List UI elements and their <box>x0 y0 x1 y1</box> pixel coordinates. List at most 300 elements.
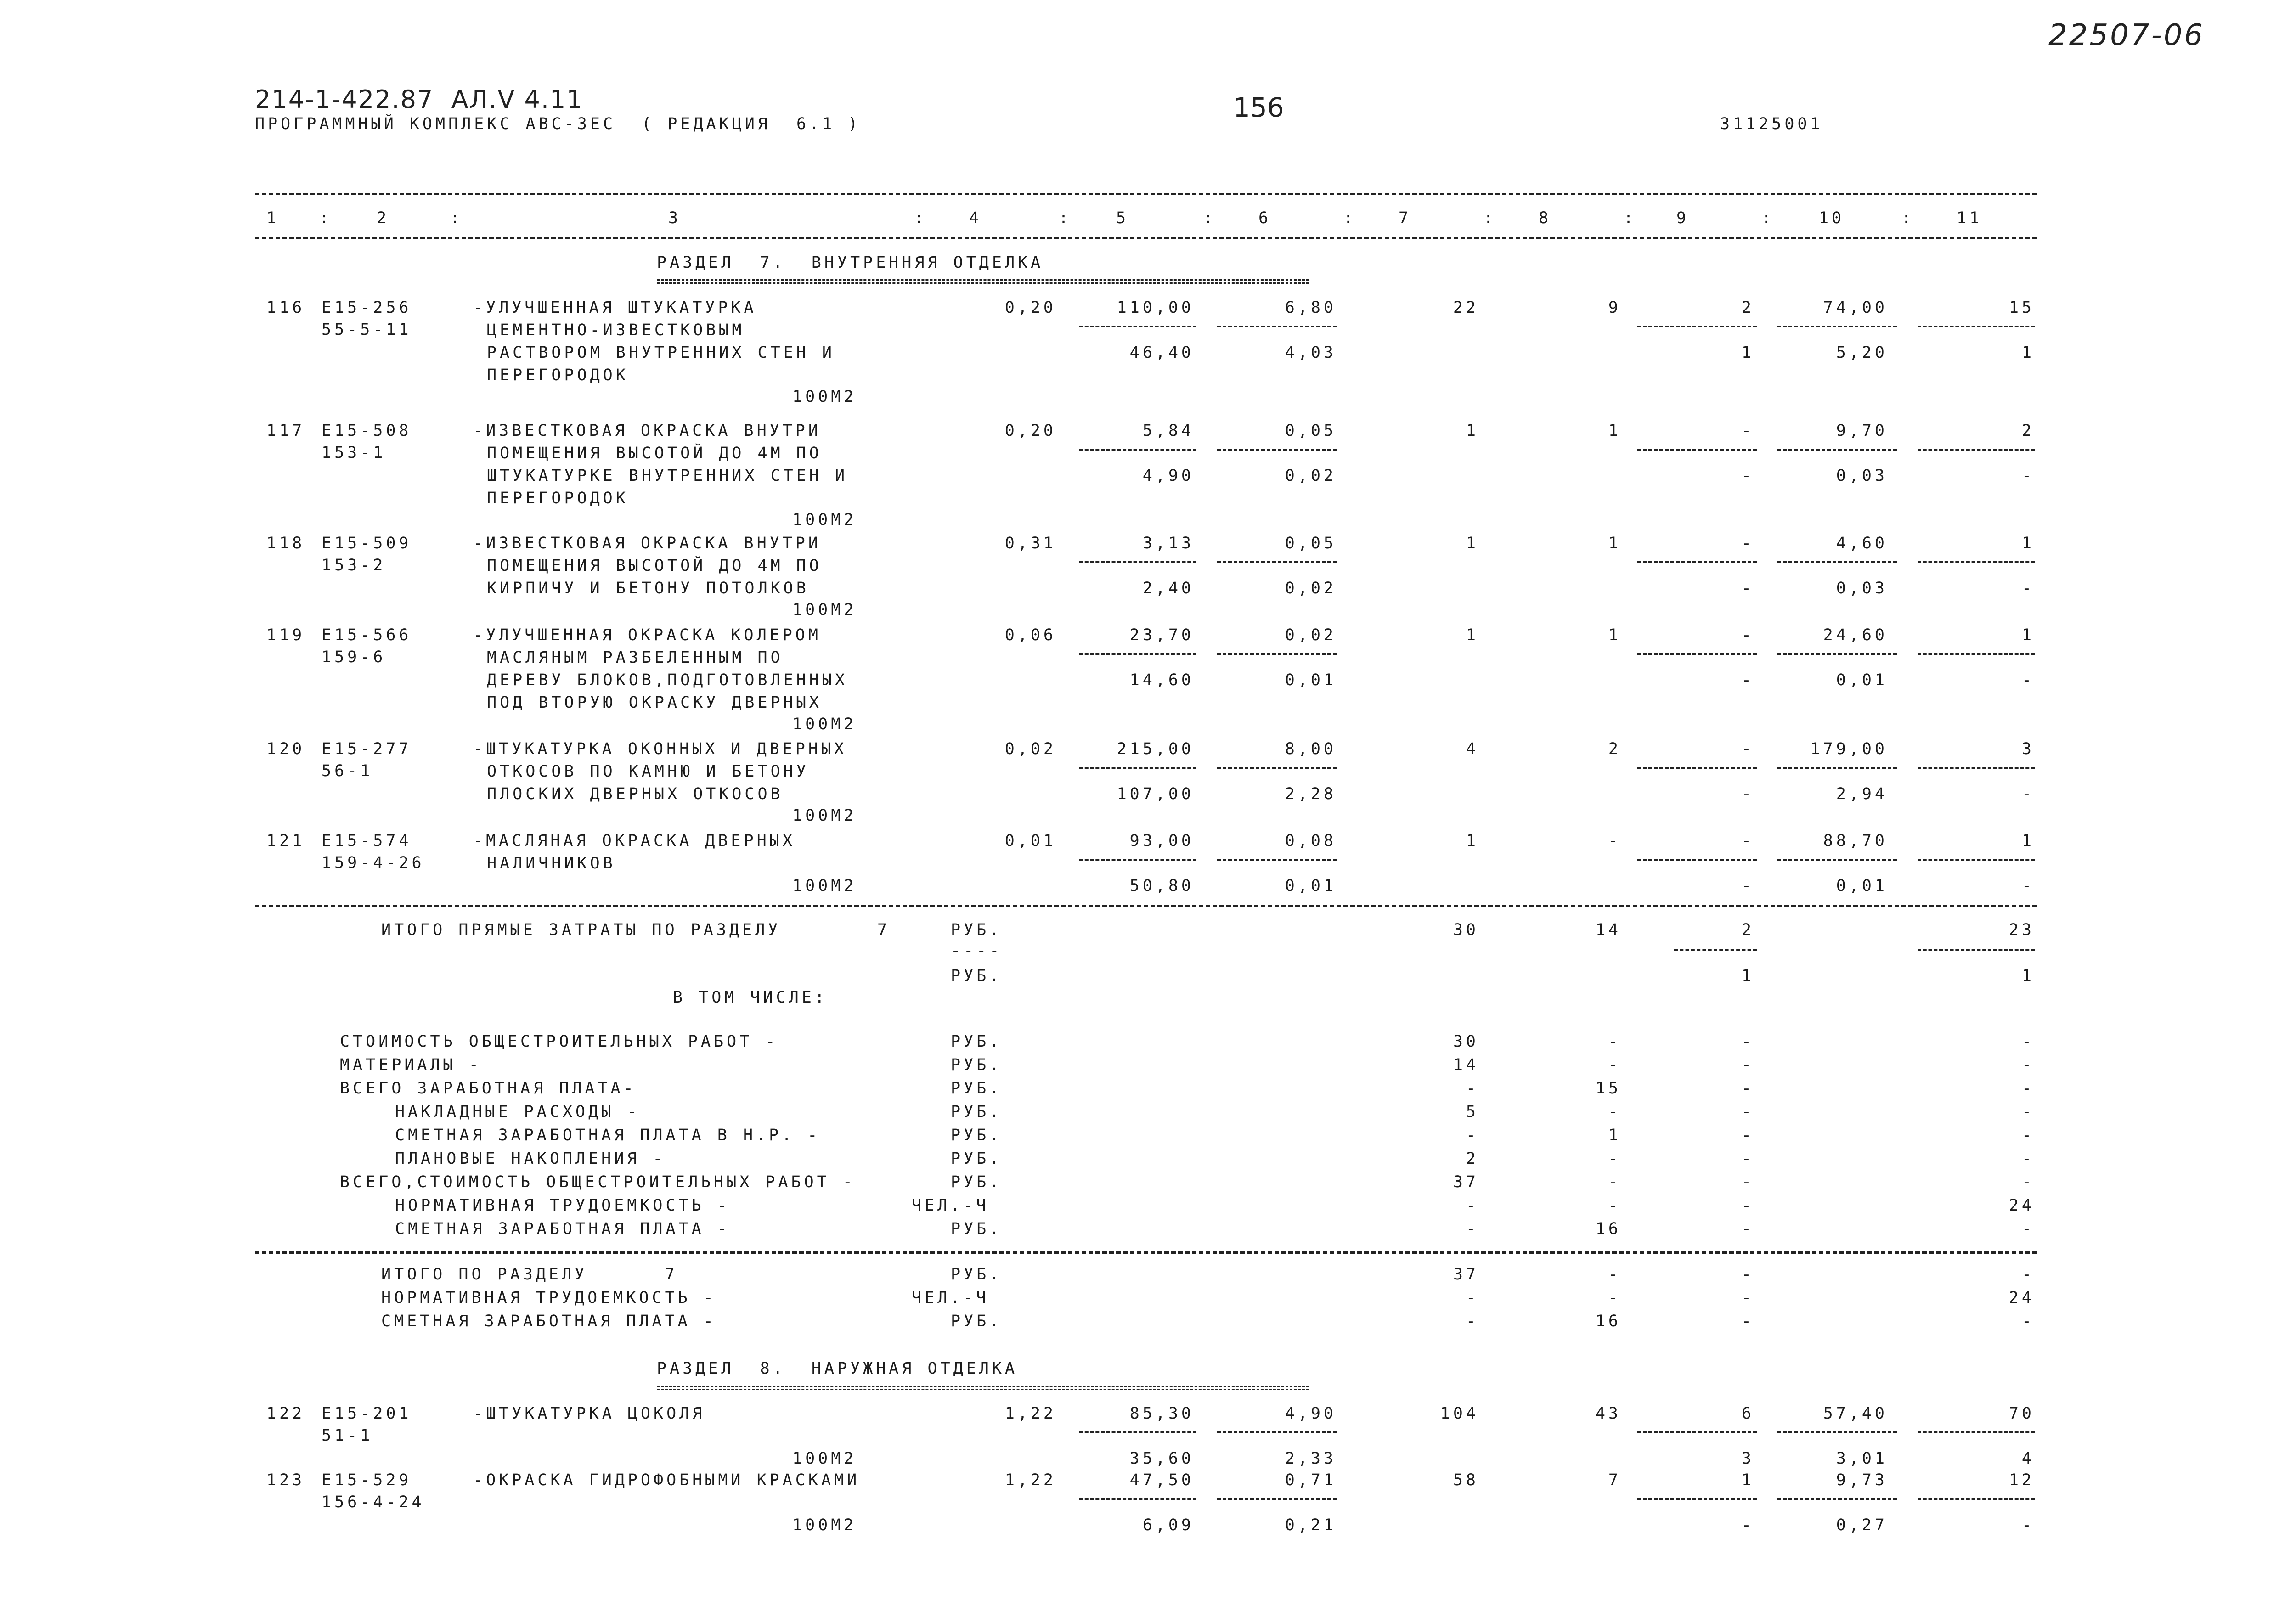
item-unit: 100М2 <box>792 601 857 619</box>
item-unit: 100М2 <box>792 1516 857 1534</box>
item-col5-wage: 46,40 <box>1129 344 1194 362</box>
column-header-8: 8 <box>1539 209 1552 227</box>
breakdown-label: СМЕТНАЯ ЗАРАБОТНАЯ ПЛАТА В Н.Р. - <box>395 1126 821 1144</box>
item-col6-wage: 0,01 <box>1285 671 1337 689</box>
item-code: Е15-277 <box>322 740 412 758</box>
item-col5-price: 3,13 <box>1142 534 1194 552</box>
item-col5-price: 110,00 <box>1117 299 1194 317</box>
item-col5-price: 85,30 <box>1129 1404 1194 1423</box>
col10-rule <box>1777 859 1897 861</box>
item-number: 116 <box>266 299 305 317</box>
breakdown-col11: - <box>2021 1150 2035 1168</box>
item-reference: 55-5-11 <box>322 321 412 339</box>
item-quantity: 1,22 <box>1004 1404 1056 1423</box>
section-total-col11: - <box>2021 1312 2035 1330</box>
item-description-line: РАСТВОРОМ ВНУТРЕННИХ СТЕН И <box>487 344 835 362</box>
item-description-line: -УЛУЧШЕННАЯ ОКРАСКА КОЛЕРОМ <box>473 626 821 644</box>
item-col10: 9,70 <box>1836 422 1888 440</box>
item-col10: 57,40 <box>1823 1404 1888 1423</box>
section-total-col9: - <box>1741 1312 1754 1330</box>
item-col5-wage: 14,60 <box>1129 671 1194 689</box>
section-total-col8: - <box>1608 1265 1621 1284</box>
item-description-line: ПОМЕЩЕНИЯ ВЫСОТОЙ ДО 4М ПО <box>487 557 822 575</box>
item-col11-second: 1 <box>2021 344 2035 362</box>
item-col8-total: 7 <box>1608 1471 1621 1489</box>
item-col8-total: 43 <box>1595 1404 1621 1423</box>
total-col11-rule <box>1918 949 2035 951</box>
section-total-col9: - <box>1741 1289 1754 1307</box>
item-col5-price: 93,00 <box>1129 832 1194 850</box>
breakdown-unit: РУБ. <box>951 1103 1003 1121</box>
breakdown-col11: - <box>2021 1103 2035 1121</box>
total-col9: 2 <box>1741 921 1754 939</box>
col6-rule <box>1217 653 1337 655</box>
breakdown-label: ВСЕГО,СТОИМОСТЬ ОБЩЕСТРОИТЕЛЬНЫХ РАБОТ - <box>340 1173 856 1191</box>
breakdown-unit: РУБ. <box>951 1150 1003 1168</box>
item-col8-total: 1 <box>1608 626 1621 644</box>
column-header-6: 6 <box>1258 209 1272 227</box>
total-col9-rule <box>1674 949 1757 951</box>
item-col7-total: 104 <box>1440 1404 1479 1423</box>
item-col11-second: 4 <box>2021 1449 2035 1468</box>
item-quantity: 1,22 <box>1004 1471 1056 1489</box>
column-header-4: 4 <box>969 209 982 227</box>
item-col10: 88,70 <box>1823 832 1888 850</box>
section-total-label: НОРМАТИВНАЯ ТРУДОЕМКОСТЬ - <box>381 1289 716 1307</box>
item-col11: 1 <box>2021 626 2035 644</box>
item-col10-second: 0,01 <box>1836 671 1888 689</box>
total-section-number: 7 <box>877 921 891 939</box>
breakdown-col8: 15 <box>1595 1079 1621 1098</box>
item-description-line: -УЛУЧШЕННАЯ ШТУКАТУРКА <box>473 299 757 317</box>
column-header-9: 9 <box>1676 209 1690 227</box>
col9-rule <box>1637 326 1757 327</box>
item-col11-second: - <box>2021 785 2035 803</box>
handwritten-stamp: 22507-06 <box>2048 18 2205 52</box>
item-col5-wage: 6,09 <box>1142 1516 1194 1534</box>
breakdown-col9: - <box>1741 1173 1754 1191</box>
breakdown-col7: - <box>1466 1126 1479 1144</box>
item-col10: 74,00 <box>1823 299 1888 317</box>
item-col11: 12 <box>2008 1471 2035 1489</box>
item-col6-price: 0,05 <box>1285 422 1337 440</box>
breakdown-label: ПЛАНОВЫЕ НАКОПЛЕНИЯ - <box>395 1150 666 1168</box>
col9-rule <box>1637 1498 1757 1500</box>
item-col11-second: - <box>2021 1516 2035 1534</box>
col5-rule <box>1079 1498 1196 1500</box>
item-description-line: ОТКОСОВ ПО КАМНЮ И БЕТОНУ <box>487 762 809 781</box>
item-description-line: НАЛИЧНИКОВ <box>487 854 616 873</box>
item-col7-total: 22 <box>1453 299 1479 317</box>
col10-rule <box>1777 653 1897 655</box>
item-number: 121 <box>266 832 305 850</box>
section-total-col8: - <box>1608 1289 1621 1307</box>
column-header-5: 5 <box>1116 209 1129 227</box>
item-quantity: 0,01 <box>1004 832 1056 850</box>
col9-rule <box>1637 653 1757 655</box>
total-col7: 30 <box>1453 921 1479 939</box>
col10-rule <box>1777 561 1897 563</box>
item-code: Е15-574 <box>322 832 412 850</box>
breakdown-col8: - <box>1608 1103 1621 1121</box>
column-separator: : <box>319 209 333 227</box>
item-col6-price: 6,80 <box>1285 299 1337 317</box>
item-col9: 2 <box>1741 299 1754 317</box>
col6-rule <box>1217 561 1337 563</box>
breakdown-col11: - <box>2021 1126 2035 1144</box>
col5-rule <box>1079 326 1196 327</box>
item-col10-second: 0,03 <box>1836 467 1888 485</box>
breakdown-col7: 30 <box>1453 1032 1479 1051</box>
item-code: Е15-509 <box>322 534 412 552</box>
item-unit: 100М2 <box>792 877 857 895</box>
item-col11: 2 <box>2021 422 2035 440</box>
column-header-11: 11 <box>1957 209 1983 227</box>
item-number: 119 <box>266 626 305 644</box>
breakdown-col9: - <box>1741 1220 1754 1238</box>
breakdown-col11: - <box>2021 1079 2035 1098</box>
col11-rule <box>1918 859 2035 861</box>
item-col11-second: - <box>2021 671 2035 689</box>
total-unit-dash: ---- <box>951 941 1003 960</box>
item-quantity: 0,06 <box>1004 626 1056 644</box>
item-description-line: ПОД ВТОРУЮ ОКРАСКУ ДВЕРНЫХ <box>487 693 822 712</box>
item-col9-second: - <box>1741 785 1754 803</box>
item-col9-second: - <box>1741 671 1754 689</box>
item-description-line: ПОМЕЩЕНИЯ ВЫСОТОЙ ДО 4М ПО <box>487 444 822 462</box>
item-col11-second: - <box>2021 579 2035 597</box>
item-description-line: ДЕРЕВУ БЛОКОВ,ПОДГОТОВЛЕННЫХ <box>487 671 848 689</box>
handwritten-page-number: 156 <box>1233 92 1284 123</box>
item-quantity: 0,02 <box>1004 740 1056 758</box>
column-header-1: 1 <box>266 209 280 227</box>
breakdown-col8: 1 <box>1608 1126 1621 1144</box>
col11-rule <box>1918 767 2035 769</box>
breakdown-col8: - <box>1608 1056 1621 1074</box>
item-col6-wage: 0,02 <box>1285 579 1337 597</box>
col9-rule <box>1637 449 1757 451</box>
item-col6-price: 4,90 <box>1285 1404 1337 1423</box>
item-col9-second: - <box>1741 1516 1754 1534</box>
col10-rule <box>1777 326 1897 327</box>
item-col8-total: 1 <box>1608 422 1621 440</box>
item-unit: 100М2 <box>792 806 857 825</box>
item-col9: - <box>1741 832 1754 850</box>
breakdown-label: МАТЕРИАЛЫ - <box>340 1056 482 1074</box>
total-col11: 23 <box>2008 921 2035 939</box>
col11-rule <box>1918 326 2035 327</box>
item-code: Е15-566 <box>322 626 412 644</box>
item-description-line: -ИЗВЕСТКОВАЯ ОКРАСКА ВНУТРИ <box>473 534 821 552</box>
breakdown-col8: - <box>1608 1173 1621 1191</box>
item-code: Е15-529 <box>322 1471 412 1489</box>
item-col10-second: 3,01 <box>1836 1449 1888 1468</box>
item-reference: 159-4-26 <box>322 854 425 872</box>
item-unit: 100М2 <box>792 715 857 733</box>
section-total-col7: 37 <box>1453 1265 1479 1284</box>
breakdown-unit: РУБ. <box>951 1126 1003 1144</box>
section-7-underline <box>657 279 1309 284</box>
item-col7-total: 1 <box>1466 534 1479 552</box>
item-col8-total: 1 <box>1608 534 1621 552</box>
breakdown-col7: - <box>1466 1196 1479 1215</box>
breakdown-col9: - <box>1741 1032 1754 1051</box>
item-col9: - <box>1741 422 1754 440</box>
item-reference: 159-6 <box>322 648 386 666</box>
section-total-label: СМЕТНАЯ ЗАРАБОТНАЯ ПЛАТА - <box>381 1312 716 1330</box>
total-col11-second: 1 <box>2021 967 2035 985</box>
column-separator: : <box>1484 209 1497 227</box>
breakdown-col7: 37 <box>1453 1173 1479 1191</box>
breakdown-label: ВСЕГО ЗАРАБОТНАЯ ПЛАТА- <box>340 1079 637 1098</box>
item-col9-second: - <box>1741 877 1754 895</box>
item-quantity: 0,20 <box>1004 422 1056 440</box>
breakdown-label: НОРМАТИВНАЯ ТРУДОЕМКОСТЬ - <box>395 1196 730 1215</box>
item-col6-price: 8,00 <box>1285 740 1337 758</box>
item-col6-price: 0,05 <box>1285 534 1337 552</box>
total-unit: РУБ. <box>951 921 1003 939</box>
breakdown-unit: ЧЕЛ.-Ч <box>912 1196 989 1215</box>
section-total-col9: - <box>1741 1265 1754 1284</box>
section-total-unit: РУБ. <box>951 1312 1003 1330</box>
breakdown-col9: - <box>1741 1103 1754 1121</box>
col11-rule <box>1918 561 2035 563</box>
item-reference: 56-1 <box>322 762 373 780</box>
col10-rule <box>1777 767 1897 769</box>
column-header-10: 10 <box>1819 209 1845 227</box>
breakdown-col11: 24 <box>2008 1196 2035 1215</box>
total-label: ИТОГО ПРЯМЫЕ ЗАТРАТЫ ПО РАЗДЕЛУ <box>381 921 781 939</box>
total-col8: 14 <box>1595 921 1621 939</box>
item-description-line: ПЕРЕГОРОДОК <box>487 366 629 384</box>
item-number: 117 <box>266 422 305 440</box>
item-col9: 1 <box>1741 1471 1754 1489</box>
col9-rule <box>1637 767 1757 769</box>
breakdown-col9: - <box>1741 1079 1754 1098</box>
item-number: 120 <box>266 740 305 758</box>
section-total-unit: РУБ. <box>951 1265 1003 1284</box>
item-code: Е15-256 <box>322 299 412 317</box>
breakdown-unit: РУБ. <box>951 1079 1003 1098</box>
col6-rule <box>1217 1498 1337 1500</box>
breakdown-col9: - <box>1741 1126 1754 1144</box>
col10-rule <box>1777 1431 1897 1433</box>
breakdown-col7: 14 <box>1453 1056 1479 1074</box>
item-col11: 70 <box>2008 1404 2035 1423</box>
section-total-col7: - <box>1466 1289 1479 1307</box>
breakdown-label: СТОИМОСТЬ ОБЩЕСТРОИТЕЛЬНЫХ РАБОТ - <box>340 1032 778 1051</box>
column-separator: : <box>1203 209 1217 227</box>
item-description-line: КИРПИЧУ И БЕТОНУ ПОТОЛКОВ <box>487 579 809 597</box>
item-col11-second: - <box>2021 877 2035 895</box>
col11-rule <box>1918 1431 2035 1433</box>
item-col5-wage: 107,00 <box>1117 785 1194 803</box>
including-label: В ТОМ ЧИСЛЕ: <box>673 988 828 1007</box>
item-col6-price: 0,02 <box>1285 626 1337 644</box>
item-col10: 24,60 <box>1823 626 1888 644</box>
item-col8-total: 2 <box>1608 740 1621 758</box>
breakdown-col8: - <box>1608 1150 1621 1168</box>
col6-rule <box>1217 326 1337 327</box>
column-separator: : <box>1761 209 1775 227</box>
header-bottom-rule <box>255 237 2037 239</box>
col5-rule <box>1079 561 1196 563</box>
item-col5-price: 47,50 <box>1129 1471 1194 1489</box>
item-col5-price: 215,00 <box>1117 740 1194 758</box>
item-col6-wage: 4,03 <box>1285 344 1337 362</box>
item-col9-second: - <box>1741 467 1754 485</box>
item-col9: - <box>1741 626 1754 644</box>
breakdown-label: НАКЛАДНЫЕ РАСХОДЫ - <box>395 1103 640 1121</box>
item-col7-total: 1 <box>1466 832 1479 850</box>
col6-rule <box>1217 859 1337 861</box>
column-separator: : <box>1624 209 1637 227</box>
item-col10: 179,00 <box>1810 740 1888 758</box>
breakdown-col11: - <box>2021 1032 2035 1051</box>
item-col6-price: 0,08 <box>1285 832 1337 850</box>
col10-rule <box>1777 1498 1897 1500</box>
item-description-line: -ШТУКАТУРКА ЦОКОЛЯ <box>473 1404 705 1423</box>
total-unit-2: РУБ. <box>951 967 1003 985</box>
section-8-title: РАЗДЕЛ 8. НАРУЖНАЯ ОТДЕЛКА <box>657 1359 1018 1378</box>
breakdown-col9: - <box>1741 1056 1754 1074</box>
column-header-3: 3 <box>668 209 682 227</box>
col11-rule <box>1918 449 2035 451</box>
total-rule <box>255 905 2037 907</box>
item-description-line: -ИЗВЕСТКОВАЯ ОКРАСКА ВНУТРИ <box>473 422 821 440</box>
item-description-line: -ШТУКАТУРКА ОКОННЫХ И ДВЕРНЫХ <box>473 740 847 758</box>
col9-rule <box>1637 859 1757 861</box>
item-col7-total: 58 <box>1453 1471 1479 1489</box>
item-unit: 100М2 <box>792 511 857 529</box>
item-col10-second: 0,27 <box>1836 1516 1888 1534</box>
item-col9-second: - <box>1741 579 1754 597</box>
program-header: ПРОГРАММНЫЙ КОМПЛЕКС АВС-3ЕС ( РЕДАКЦИЯ 6.1 ) <box>255 115 861 133</box>
item-reference: 153-2 <box>322 556 386 575</box>
breakdown-col11: - <box>2021 1220 2035 1238</box>
total-col9-second: 1 <box>1741 967 1754 985</box>
item-unit: 100М2 <box>792 388 857 406</box>
item-quantity: 0,20 <box>1004 299 1056 317</box>
breakdown-unit: РУБ. <box>951 1173 1003 1191</box>
item-number: 122 <box>266 1404 305 1423</box>
document-code: 31125001 <box>1720 115 1823 133</box>
breakdown-col8: - <box>1608 1032 1621 1051</box>
header-top-rule <box>255 193 2037 195</box>
column-separator: : <box>1901 209 1915 227</box>
item-code: Е15-508 <box>322 422 412 440</box>
item-description-line: -МАСЛЯНАЯ ОКРАСКА ДВЕРНЫХ <box>473 832 795 850</box>
item-number: 118 <box>266 534 305 552</box>
item-col9: - <box>1741 534 1754 552</box>
item-col9: - <box>1741 740 1754 758</box>
item-description-line: ЦЕМЕНТНО-ИЗВЕСТКОВЫМ <box>487 321 745 339</box>
col5-rule <box>1079 653 1196 655</box>
item-col11: 15 <box>2008 299 2035 317</box>
item-col5-wage: 4,90 <box>1142 467 1194 485</box>
column-separator: : <box>1059 209 1072 227</box>
item-col5-price: 23,70 <box>1129 626 1194 644</box>
col10-rule <box>1777 449 1897 451</box>
item-unit: 100М2 <box>792 1449 857 1468</box>
item-reference: 51-1 <box>322 1426 373 1445</box>
column-header-7: 7 <box>1399 209 1412 227</box>
breakdown-unit: РУБ. <box>951 1032 1003 1051</box>
breakdown-col9: - <box>1741 1196 1754 1215</box>
item-col11: 3 <box>2021 740 2035 758</box>
item-number: 123 <box>266 1471 305 1489</box>
col11-rule <box>1918 653 2035 655</box>
breakdown-col7: 5 <box>1466 1103 1479 1121</box>
section-total-col11: 24 <box>2008 1289 2035 1307</box>
col5-rule <box>1079 767 1196 769</box>
item-col8-total: 9 <box>1608 299 1621 317</box>
breakdown-col8: - <box>1608 1196 1621 1215</box>
breakdown-label: СМЕТНАЯ ЗАРАБОТНАЯ ПЛАТА - <box>395 1220 730 1238</box>
item-description-line: -ОКРАСКА ГИДРОФОБНЫМИ КРАСКАМИ <box>473 1471 860 1489</box>
item-col6-wage: 0,01 <box>1285 877 1337 895</box>
item-col6-price: 0,71 <box>1285 1471 1337 1489</box>
breakdown-col11: - <box>2021 1173 2035 1191</box>
item-code: Е15-201 <box>322 1404 412 1423</box>
col11-rule <box>1918 1498 2035 1500</box>
section-total-col7: - <box>1466 1312 1479 1330</box>
section-7-title: РАЗДЕЛ 7. ВНУТРЕННЯЯ ОТДЕЛКА <box>657 254 1044 272</box>
section-total-unit: ЧЕЛ.-Ч <box>912 1289 989 1307</box>
breakdown-col7: 2 <box>1466 1150 1479 1168</box>
item-reference: 156-4-24 <box>322 1493 425 1511</box>
breakdown-col7: - <box>1466 1079 1479 1098</box>
column-separator: : <box>914 209 927 227</box>
col9-rule <box>1637 1431 1757 1433</box>
handwritten-doc-code: 214-1-422.87 АЛ.V 4.11 <box>255 85 583 114</box>
col6-rule <box>1217 449 1337 451</box>
breakdown-col9: - <box>1741 1150 1754 1168</box>
section-total-label: ИТОГО ПО РАЗДЕЛУ 7 <box>381 1265 678 1284</box>
breakdown-col8: 16 <box>1595 1220 1621 1238</box>
section-total-col11: - <box>2021 1265 2035 1284</box>
item-reference: 153-1 <box>322 444 386 462</box>
item-col8-total: - <box>1608 832 1621 850</box>
item-col10: 4,60 <box>1836 534 1888 552</box>
item-col7-total: 1 <box>1466 422 1479 440</box>
breakdown-col11: - <box>2021 1056 2035 1074</box>
item-col10: 9,73 <box>1836 1471 1888 1489</box>
item-col9-second: 3 <box>1741 1449 1754 1468</box>
item-description-line: ПЕРЕГОРОДОК <box>487 489 629 507</box>
col6-rule <box>1217 767 1337 769</box>
item-col9-second: 1 <box>1741 344 1754 362</box>
section-8-underline <box>657 1386 1309 1390</box>
item-col10-second: 0,01 <box>1836 877 1888 895</box>
column-header-2: 2 <box>377 209 390 227</box>
item-col7-total: 1 <box>1466 626 1479 644</box>
item-col6-wage: 2,33 <box>1285 1449 1337 1468</box>
section-total-col8: 16 <box>1595 1312 1621 1330</box>
breakdown-unit: РУБ. <box>951 1056 1003 1074</box>
item-col5-wage: 50,80 <box>1129 877 1194 895</box>
item-col11: 1 <box>2021 534 2035 552</box>
breakdown-col7: - <box>1466 1220 1479 1238</box>
item-col11-second: - <box>2021 467 2035 485</box>
item-col10-second: 0,03 <box>1836 579 1888 597</box>
item-description-line: ПЛОСКИХ ДВЕРНЫХ ОТКОСОВ <box>487 785 784 803</box>
item-col11: 1 <box>2021 832 2035 850</box>
col5-rule <box>1079 1431 1196 1433</box>
item-col6-wage: 2,28 <box>1285 785 1337 803</box>
breakdown-unit: РУБ. <box>951 1220 1003 1238</box>
item-col5-wage: 35,60 <box>1129 1449 1194 1468</box>
